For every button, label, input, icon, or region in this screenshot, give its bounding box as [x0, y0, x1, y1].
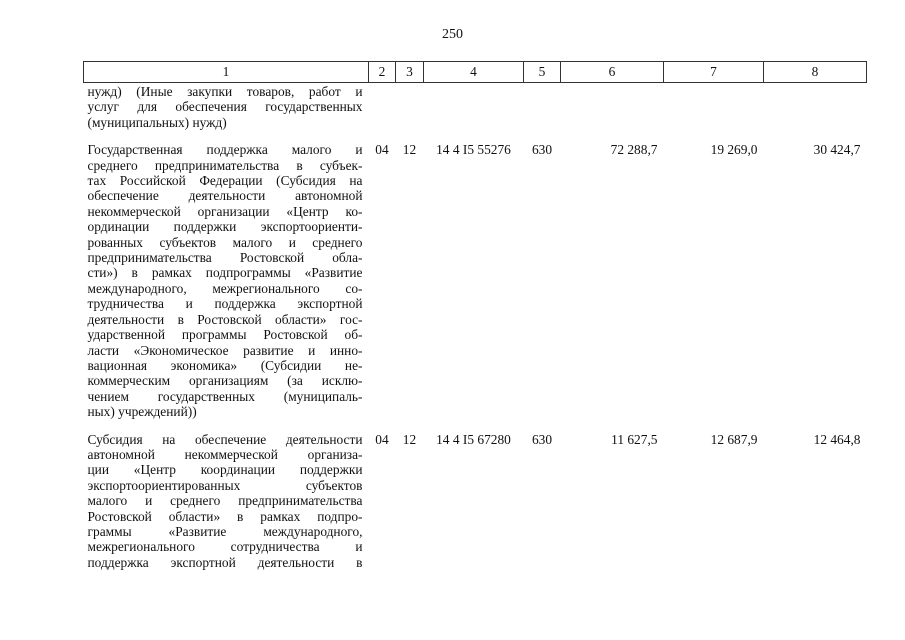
description-line: граммы «Развитие международного, — [87, 523, 363, 539]
cell-sum-1: 11 627,5 — [611, 431, 658, 447]
cell-pr: 12 — [402, 142, 417, 158]
header-col-4: 4 — [424, 62, 524, 83]
description-line: деятельности в Ростовской области» гос- — [87, 311, 363, 327]
budget-table — [83, 61, 867, 582]
cell-csr: 14 4 I5 67280 — [436, 431, 511, 447]
cell-sum-2 — [664, 83, 764, 143]
description-line: поддержка экспортной деятельности в — [87, 554, 363, 570]
header-col-6: 6 — [561, 62, 664, 83]
description-line: ции «Центр координации поддержки — [87, 462, 363, 478]
description-line: Государственная поддержка малого и — [87, 142, 363, 158]
description-line: ординации поддержки экспортоориенти- — [87, 219, 363, 235]
cell-sum-3: 30 424,7 — [813, 142, 861, 158]
header-row — [84, 62, 867, 83]
row-description — [84, 142, 369, 431]
description-line: Субсидия на обеспечение деятельности — [87, 431, 363, 447]
description-line: коммерческим организациям (за исклю- — [87, 373, 363, 389]
cell-sum-1: 72 288,7 — [610, 142, 658, 158]
table-row — [84, 142, 867, 431]
cell-vr: 630 — [531, 142, 553, 158]
cell-vr: 630 — [531, 431, 553, 447]
description-line: обеспечение деятельности автономной — [87, 188, 363, 204]
page-number: 250 — [442, 27, 463, 42]
cell-sum-3 — [764, 83, 867, 143]
description-line: экспортоориентированных субъектов — [87, 477, 363, 493]
cell-pr — [396, 83, 424, 143]
table-row — [84, 83, 867, 143]
row-description — [84, 83, 369, 143]
cell-vr — [524, 83, 561, 143]
description-line: услуг для обеспечения государственных — [87, 99, 363, 115]
description-line: ласти «Экономическое развитие и инно- — [87, 342, 363, 358]
description-line: международного, межрегионального со- — [87, 280, 363, 296]
header-col-5: 5 — [524, 62, 561, 83]
cell-rz: 04 — [375, 142, 389, 158]
description-line: малого и среднего предпринимательства — [87, 493, 363, 509]
description-line: нужд) (Иные закупки товаров, работ и — [87, 84, 363, 99]
cell-sum-1 — [561, 83, 664, 143]
cell-csr: 14 4 I5 55276 — [436, 142, 511, 158]
header-col-8: 8 — [764, 62, 867, 83]
description-line: (муниципальных) нужд) — [87, 114, 227, 130]
header-col-3: 3 — [396, 62, 424, 83]
description-line: межрегионального сотрудничества и — [87, 539, 363, 555]
cell-csr — [424, 83, 524, 143]
cell-sum-2: 12 687,9 — [710, 431, 758, 447]
row-description — [84, 432, 369, 583]
description-line: ных) учреждений)) — [87, 404, 197, 420]
table-row — [84, 432, 867, 583]
description-line: среднего предпринимательства в субъек- — [87, 157, 363, 173]
cell-rz — [369, 83, 396, 143]
description-line: Ростовской области» в рамках подпро- — [87, 508, 363, 524]
cell-pr: 12 — [402, 431, 417, 447]
cell-rz: 04 — [375, 431, 389, 447]
description-line: ударственной программы Ростовской об- — [87, 327, 363, 343]
description-line: чением государственных (муниципаль- — [87, 388, 363, 404]
header-col-2: 2 — [369, 62, 396, 83]
header-col-1: 1 — [84, 62, 369, 83]
cell-sum-3: 12 464,8 — [813, 431, 861, 447]
description-line: вационная экономика» (Субсидии не- — [87, 357, 363, 373]
description-line: предпринимательства Ростовской обла- — [87, 250, 363, 266]
description-line: автономной некоммерческой организа- — [87, 446, 363, 462]
description-line: тах Российской Федерации (Субсидия на — [87, 173, 363, 189]
header-col-7: 7 — [664, 62, 764, 83]
description-line: трудничества и поддержка экспортной — [87, 296, 363, 312]
description-line: некоммерческой организации «Центр ко- — [87, 203, 363, 219]
description-line: рованных субъектов малого и среднего — [87, 234, 363, 250]
cell-sum-2: 19 269,0 — [710, 142, 758, 158]
description-line: сти») в рамках подпрограммы «Развитие — [87, 265, 363, 281]
